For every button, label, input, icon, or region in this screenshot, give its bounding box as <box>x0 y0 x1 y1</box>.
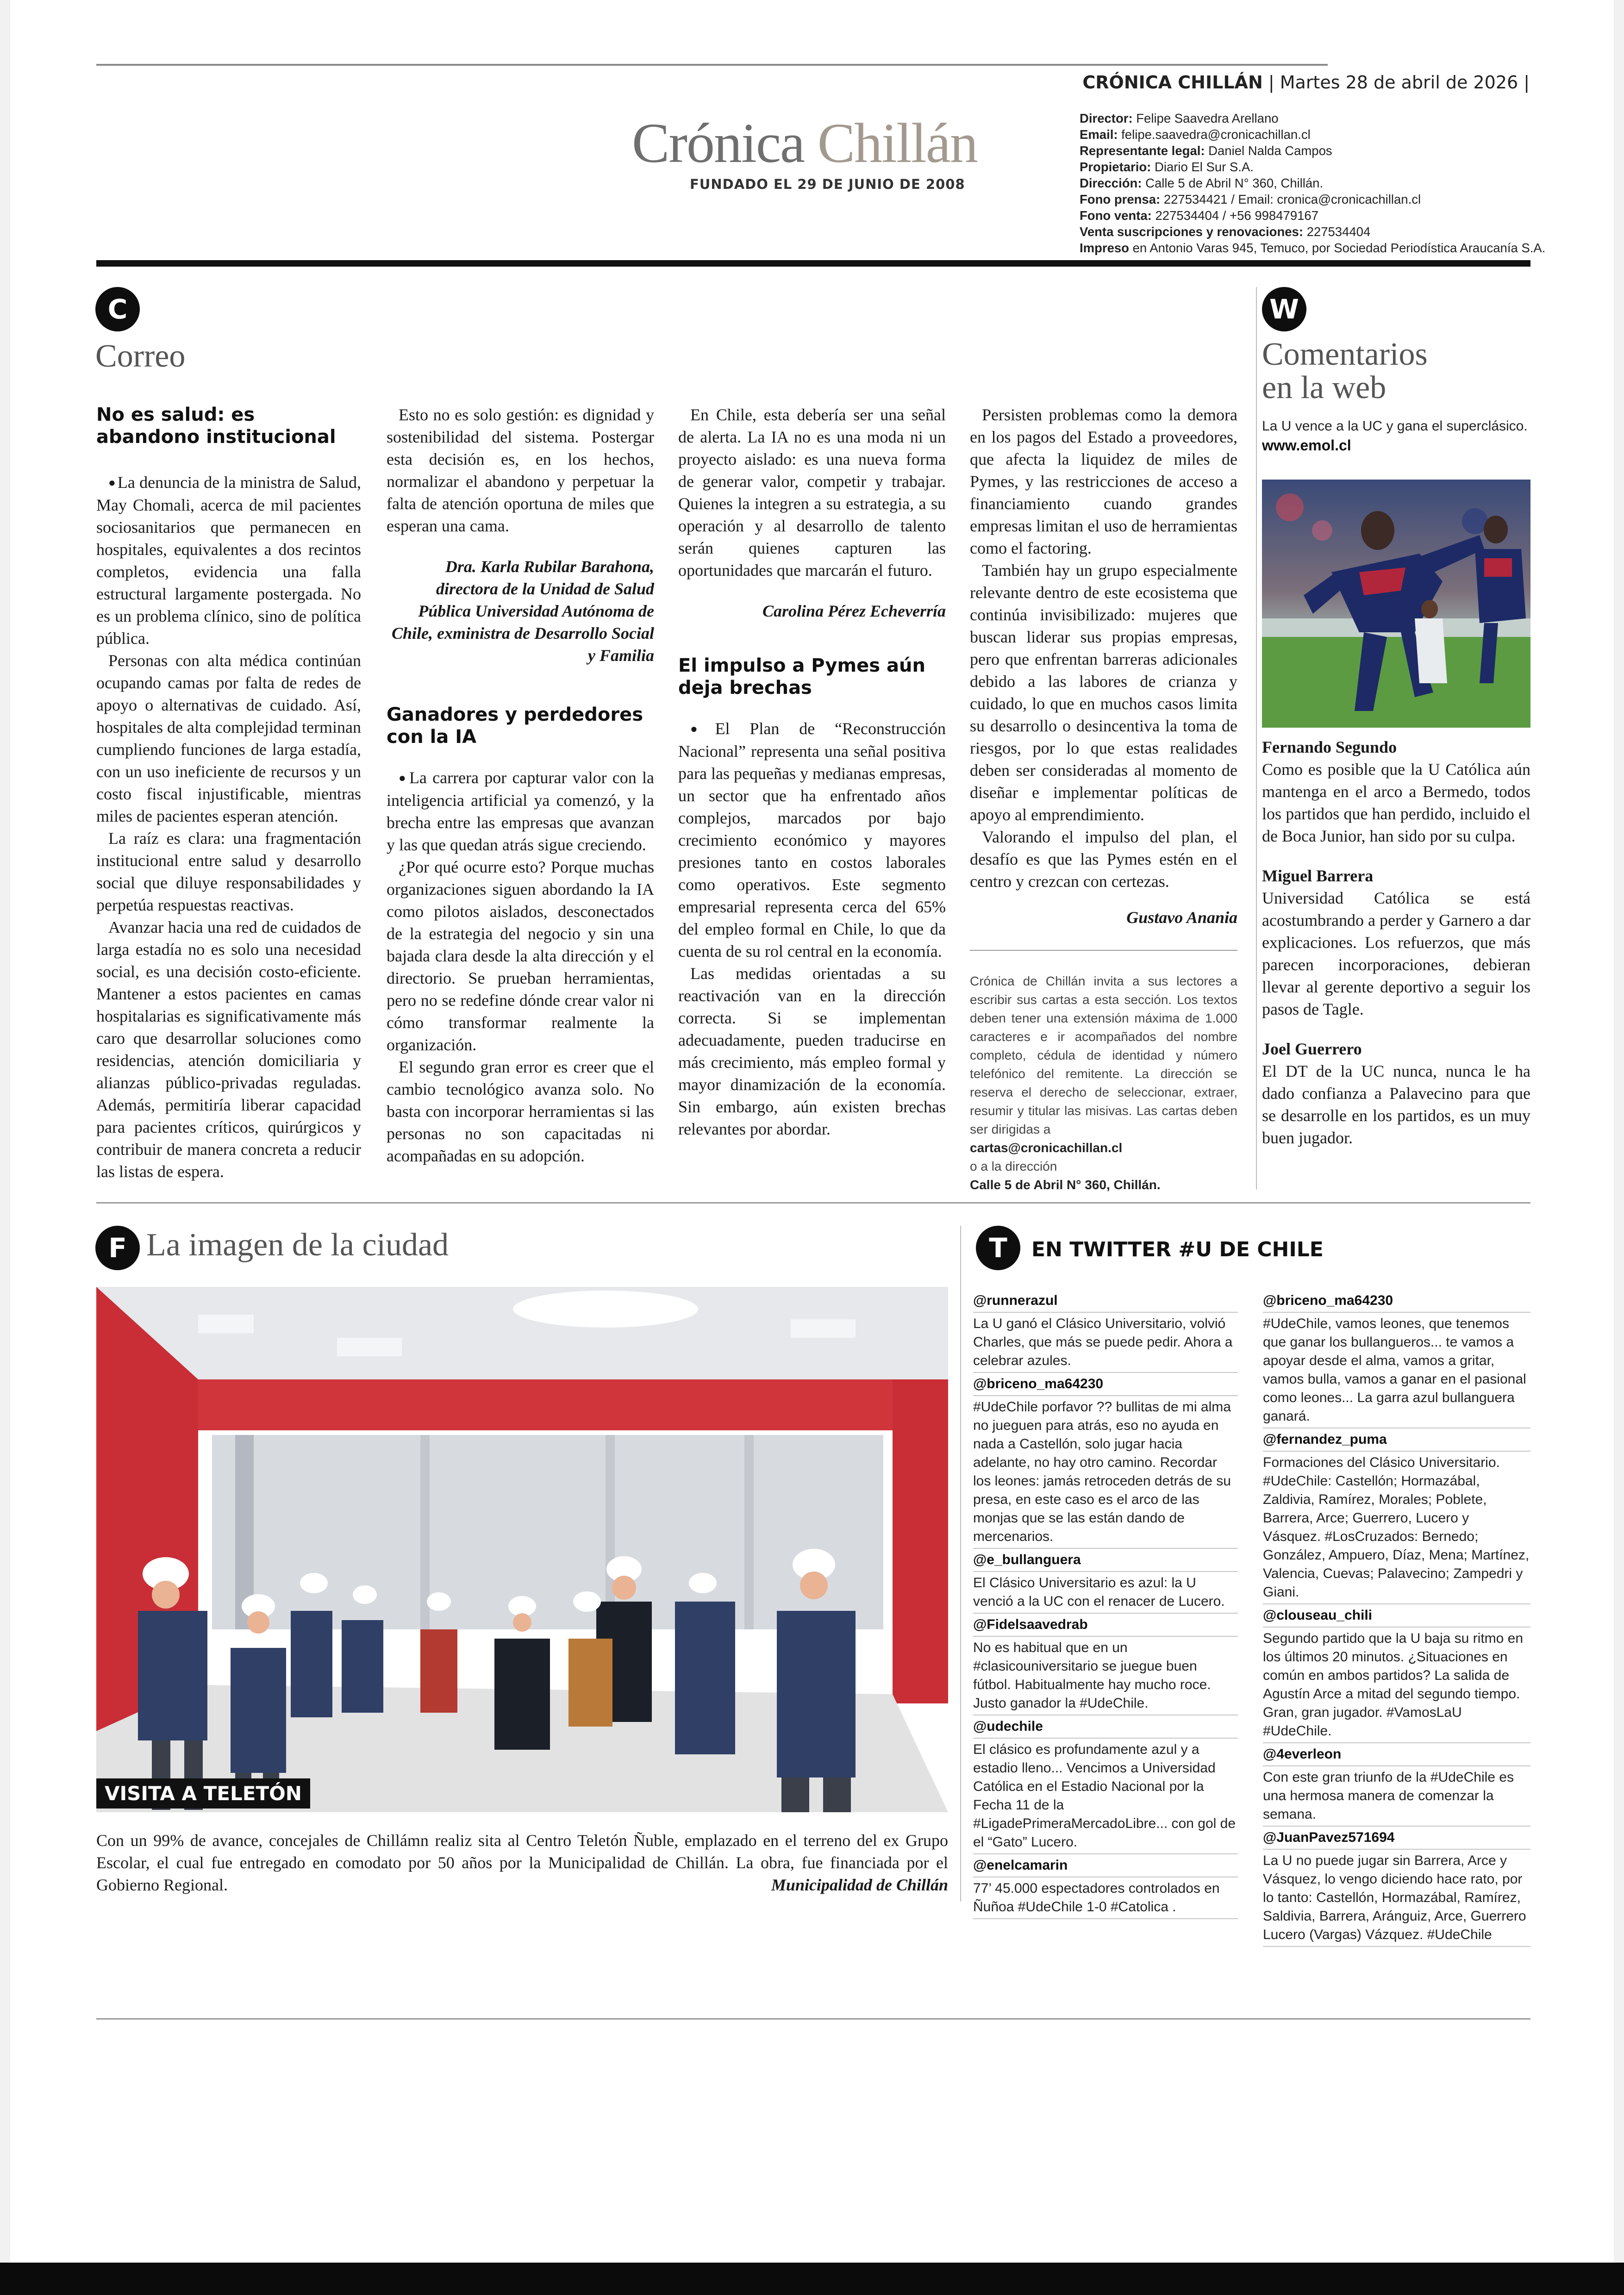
comment-author: Fernando Segundo <box>1262 738 1397 756</box>
tweet-handle[interactable]: @briceno_ma64230 <box>1263 1291 1530 1313</box>
tweet-text: Con este gran triunfo de la #UdeChile es una hermosa manera de comenzar la semana. <box>1263 1770 1514 1822</box>
tweet-handle[interactable]: @runnerazul <box>973 1291 1238 1313</box>
founded-date: FUNDADO EL 29 DE JUNIO DE 2008 <box>690 176 965 192</box>
imprint-line: Venta suscripciones y renovaciones: 227534404 <box>1080 225 1371 239</box>
tweet <box>1263 1290 1530 1428</box>
page-left-edge <box>0 0 10 2295</box>
imprint-line: Dirección: Calle 5 de Abril N° 360, Chillán. <box>1080 176 1324 190</box>
letter-2-headline: Ganadores y perdedores con la IA <box>387 704 643 748</box>
page-right-edge <box>1614 0 1624 2295</box>
tweet <box>973 1854 1238 1919</box>
web-site-link[interactable]: www.emol.cl <box>1262 437 1351 454</box>
letter-1-p1: ● La denuncia de la ministra de Salud, May Chomali, acerca de mil pacientes sociosanitarios que permanecen en hospitales, equivalentes a dos recintos completos, evidencia una falla estructural largamente postergada. No es un problema clínico, sino de política pública. <box>96 471 361 649</box>
tweet-handle[interactable]: @JuanPavez571694 <box>1263 1828 1530 1850</box>
football-photo-svg <box>1262 480 1530 728</box>
tweet-text: Formaciones del Clásico Universitario. #UdeChile: Castellón; Hormazábal, Zaldivia, Ramírez, Morales; Poblete, Barrera, Arce; Guerrero, Lucero y Vásquez. #LosCruzados: Bernedo; González, Ampuero, Díaz, Mena; Martínez, Valencia, Cuevas; Palavecino; Zampedri y Giani. <box>1263 1455 1530 1600</box>
tweet <box>973 1715 1238 1854</box>
tweet <box>1263 1827 1530 1947</box>
comment-text: Universidad Católica se está acostumbrando a perder y Garnero a dar explicaciones. Los refuerzos, que más parecen incorporaciones, debieran llevar al gerente deportivo a seguir los pasos de Tagle. <box>1262 889 1530 1018</box>
letter-2-p4: En Chile, esta debería ser una señal de alerta. La IA no es una moda ni un proyecto aislado: es una nueva forma de generar valor, competir y trabajar. Quienes la integren a su estrategia, a su operación y al desarrollo de talento serán quienes capturen las oportunidades que marcarán el futuro. <box>678 405 946 580</box>
tweet-text: El Clásico Universitario es azul: la U venció a la UC con el renacer de Lucero. <box>973 1575 1225 1609</box>
dateline <box>1082 72 1530 93</box>
tweet-handle[interactable]: @enelcamarin <box>973 1856 1238 1877</box>
tweet-text: #UdeChile porfavor ?? bullitas de mi alma no jueguen para atrás, eso no ayuda en nada a Castellón, solo jugar hacia adelante, no hay otro camino. Recordar los leones: jamás retroceden detrás de su presa, en este caso es el arco de las monjas que se las están dando de mercenarios. <box>973 1399 1231 1544</box>
web-badge: W <box>1262 287 1306 331</box>
letter-1-p3: La raíz es clara: una fragmentación institucional entre salud y desarrollo social que diluye responsabilidades y perpetúa respuestas reactivas. <box>96 829 361 914</box>
web-title-line-1: Comentarios <box>1262 337 1428 372</box>
imprint-block <box>1080 110 1546 256</box>
imprint-line: Fono prensa: 227534421 / Email: cronica@cronicachillan.cl <box>1080 192 1421 206</box>
twitter-badge: T <box>976 1226 1020 1270</box>
tweet-text: 77’ 45.000 espectadores controlados en Ñuñoa #UdeChile 1-0 #Catolica . <box>973 1881 1220 1915</box>
letter-1-p2: Personas con alta médica continúan ocupando camas por falta de redes de apoyo o alternativas de cuidado. Así, hospitales de alta complejidad terminan cumpliendo funciones de larga estadía, con un uso ineficiente de recursos y un costo fiscal injustificable, mientras miles de pacientes esperan atención. <box>96 651 361 825</box>
correo-title: Correo <box>95 338 186 374</box>
tweet <box>973 1549 1238 1614</box>
letter-1-signature-name: Dra. Karla Rubilar Barahona, <box>445 557 654 576</box>
tweet <box>1263 1604 1530 1743</box>
bottom-bar <box>0 2263 1624 2295</box>
photo-caption <box>96 1829 948 1896</box>
letter-3-signature: Gustavo Anania <box>1126 908 1237 927</box>
tweet-text: El clásico es profundamente azul y a estadio lleno... Vencimos a Universidad Católica en el Estadio Nacional por la Fecha 11 de la #LigadePrimeraMercadoLibre... con gol de el “Gato” Lucero. <box>973 1742 1236 1850</box>
letter-2-col-b <box>678 404 946 1191</box>
tweet <box>973 1614 1238 1715</box>
notice-address: Calle 5 de Abril N° 360, Chillán. <box>970 1178 1161 1192</box>
tweet-text: #UdeChile, vamos leones, que tenemos que ganar los bullangueros... te vamos a apoyar desde el alma, vamos a gritar, vamos bulla, vamos a ganar en el pasional como leones... La garra azul bullanguera ganará. <box>1263 1316 1526 1424</box>
header-top-rule <box>96 64 1328 66</box>
image-badge: F <box>95 1226 140 1270</box>
masthead-word-1: Crónica <box>632 112 805 175</box>
tweet <box>1263 1743 1530 1827</box>
letter-2-p3: El segundo gran error es creer que el cambio tecnológico avanza solo. No basta con incorporar herramientas si las personas no son capacitadas ni acompañadas en su adopción. <box>387 1058 654 1165</box>
letter-2-p1: ● La carrera por capturar valor con la inteligencia artificial ya comenzó, y la brecha entre las empresas que avanzan y las que quedan atrás sigue creciendo. <box>387 767 654 856</box>
masthead <box>632 111 977 176</box>
notice-or: o a la dirección <box>970 1159 1057 1173</box>
tweet-handle[interactable]: @udechile <box>973 1717 1238 1739</box>
header-thick-rule <box>96 260 1530 267</box>
letter-1-p4: Avanzar hacia una red de cuidados de larga estadía no es solo una necesidad social, es una decisión costo-eficiente. Mantener a estos pacientes en camas hospitalarias es significativamente más caro que desarrollar soluciones como residencias, atención domiciliaria y alianzas público-privadas reguladas. Además, permitiría liberar capacidad para pacientes críticos, quirúrgicos y contribuir de manera concreta a reducir las listas de espera. <box>96 918 361 1181</box>
letter-1-headline: No es salud: es abandono institucional <box>96 404 336 448</box>
tweet-handle[interactable]: @4everleon <box>1263 1745 1530 1766</box>
imprint-line: Director: Felipe Saavedra Arellano <box>1080 111 1279 125</box>
letter-3-headline: El impulso a Pymes aún deja brechas <box>678 655 925 698</box>
image-section-title: La imagen de la ciudad <box>146 1227 449 1263</box>
tweet-text: La U no puede jugar sin Barrera, Arce y Vásquez, lo vengo diciendo hace rato, por lo tanto: Castellón, Hormazábal, Ramírez, Saldivia, Barrera, Aránguiz, Arce, Guerrero Lucero (Vargas) Vázquez. #UdeChile <box>1263 1853 1526 1942</box>
dateline-paper: CRÓNICA CHILLÁN <box>1082 72 1263 93</box>
tweets-left-column <box>973 1290 1238 1919</box>
bottom-rule <box>96 2018 1530 2020</box>
tweet-handle[interactable]: @e_bullanguera <box>973 1551 1238 1572</box>
letter-3-p2: Las medidas orientadas a su reactivación van en la dirección correcta. Si se implementan adecuadamente, pueden traducirse en más crecimiento, más empleo formal y mayor dinamización de la economía. Sin embargo, aún existen brechas relevantes por abordar. <box>678 964 946 1138</box>
tweet-handle[interactable]: @Fidelsaavedrab <box>973 1615 1238 1637</box>
imprint-line: Propietario: Diario El Sur S.A. <box>1080 160 1254 174</box>
letter-3-p4: También hay un grupo especialmente relevante dentro de este ecosistema que continúa invisibilizado: mujeres que buscan liderar sus propias empresas, pero que enfrentan barreras adicionales debido a las labores de crianza y cuidado, lo que en muchos casos limita su desarrollo o desincentiva la toma de riesgos, por lo que estas realidades deben ser consideradas al momento de diseñar e implementar políticas de apoyo al emprendimiento. <box>970 561 1237 824</box>
imprint-line: Email: felipe.saavedra@cronicachillan.cl <box>1080 127 1311 142</box>
tweets-right-column <box>1263 1290 1530 1947</box>
correo-badge: C <box>95 287 140 331</box>
twitter-separator <box>960 1226 961 1902</box>
teleton-photo-svg <box>96 1287 948 1812</box>
notice-rule <box>970 950 1237 951</box>
teleton-photo <box>96 1287 948 1812</box>
letter-1-signature-role: directora de la Unidad de Salud Pública Universidad Autónoma de Chile, exministra de Desarrollo Social y Familia <box>391 580 654 665</box>
letter-1-col-b <box>387 404 654 1191</box>
imprint-line: Representante legal: Daniel Nalda Campos <box>1080 143 1332 158</box>
imprint-line: Impreso en Antonio Varas 945, Temuco, por Sociedad Periodística Araucanía S.A. <box>1080 241 1546 255</box>
letter-2-p2: ¿Por qué ocurre esto? Porque muchas organizaciones siguen abordando la IA como pilotos aislados, desconectados de la estrategia del negocio y sin una bajada clara desde la alta dirección y el directorio. Se prueban herramientas, pero no se redefine dónde crear valor ni cómo transformar realmente la organización. <box>387 858 654 1054</box>
comment-text: El DT de la UC nunca, nunca le ha dado confianza a Palavecino para que se desarrolle en los partidos, es un muy buen jugador. <box>1262 1062 1530 1147</box>
dateline-date: | Martes 28 de abril de 2026 | <box>1268 72 1530 93</box>
caption-text: Con un 99% de avance, concejales de Chillámn realiz sita al Centro Teletón Ñuble, emplazado en el terreno del ex Grupo Escolar, el cual fue entregado en comodato por 50 años por la Municipalidad de Chillán. La obra, fue financiada por el Gobierno Regional. <box>96 1831 948 1894</box>
twitter-title: EN TWITTER #U DE CHILE <box>1031 1238 1324 1261</box>
column-separator <box>1256 287 1257 1190</box>
comment-author: Joel Guerrero <box>1262 1040 1362 1058</box>
photo-credit: Municipalidad de Chillán <box>771 1876 948 1894</box>
tweet-handle[interactable]: @briceno_ma64230 <box>973 1375 1238 1396</box>
letter-3-p5: Valorando el impulso del plan, el desafío es que las Pymes estén en el centro y crezcan con certezas. <box>970 828 1237 891</box>
letter-3-p1: ● El Plan de “Reconstrucción Nacional” representa una señal positiva para las pequeñas y medianas empresas, un sector que ha enfrentado años complejos, marcados por bajo crecimiento económico y mayores presiones tanto en costos laborales como operativos. Este segmento empresarial representa cerca del 65% del empleo formal en Chile, lo que da cuenta de su rol central en la economía. <box>678 717 946 962</box>
web-subtitle: La U vence a la UC y gana el superclásico. <box>1262 418 1528 434</box>
tweet-text: No es habitual que en un #clasicouniversitario se juegue buen fútbol. Habitualmente hay mucho roce. Justo ganador la #UdeChile. <box>973 1640 1211 1711</box>
letter-2-signature: Carolina Pérez Echeverría <box>762 602 946 620</box>
web-comments <box>1262 736 1530 1149</box>
tweet <box>973 1373 1238 1549</box>
masthead-word-2: Chillán <box>817 112 977 175</box>
tweet-text: Segundo partido que la U baja su ritmo en los últimos 20 minutos. ¿Situaciones en común en ambos partidos? La salida de Agustín Arce a mitad del segundo tiempo. Gran, gran jugador. #VamosLaU #UdeChile. <box>1263 1631 1524 1739</box>
visita-teleton-tag: VISITA A TELETÓN <box>96 1778 310 1809</box>
mid-page-rule <box>96 1202 1530 1204</box>
notice-text: Crónica de Chillán invita a sus lectores a escribir sus cartas a esta sección. Los textos deben tener una extensión máxima de 1.000 caracteres e ir acompañados del nombre completo, cédula de identidad y número telefónico del remitente. La dirección se reserva el derecho de seleccionar, extraer, resumir y titular las misivas. Las cartas deben ser dirigidas a <box>970 974 1237 1136</box>
letter-1-col-a <box>96 404 361 1191</box>
comment-text: Como es posible que la U Católica aún mantenga en el arco a Bermedo, todos los partidos que han perdido, incluido el de Boca Junior, han sido por su culpa. <box>1262 760 1530 845</box>
web-title-line-2: en la web <box>1262 370 1387 405</box>
letters-notice <box>970 972 1237 1194</box>
tweet <box>1263 1428 1530 1604</box>
tweet-handle[interactable]: @clouseau_chili <box>1263 1606 1530 1628</box>
comment-author: Miguel Barrera <box>1262 867 1374 885</box>
notice-email: cartas@cronicachillan.cl <box>970 1141 1123 1155</box>
tweet <box>973 1290 1238 1373</box>
football-photo <box>1262 480 1530 728</box>
web-title <box>1262 338 1428 405</box>
imprint-line: Fono venta: 227534404 / +56 998479167 <box>1080 208 1318 223</box>
tweet-text: La U ganó el Clásico Universitario, volvió Charles, que más se puede pedir. Ahora a celebrar azules. <box>973 1316 1233 1368</box>
letter-1-p5: Esto no es solo gestión: es dignidad y sostenibilidad del sistema. Postergar esta decisión es, en los hechos, normalizar el abandono y perpetuar la falta de atención oportuna de miles que esperan una cama. <box>387 405 654 535</box>
tweet-handle[interactable]: @fernandez_puma <box>1263 1430 1530 1452</box>
letter-3-p3: Persisten problemas como la demora en los pagos del Estado a proveedores, que afecta la liquidez de miles de Pymes, y las restricciones de acceso a financiamiento cuando grandes empresas limitan el uso de herramientas como el factoring. <box>970 405 1237 557</box>
